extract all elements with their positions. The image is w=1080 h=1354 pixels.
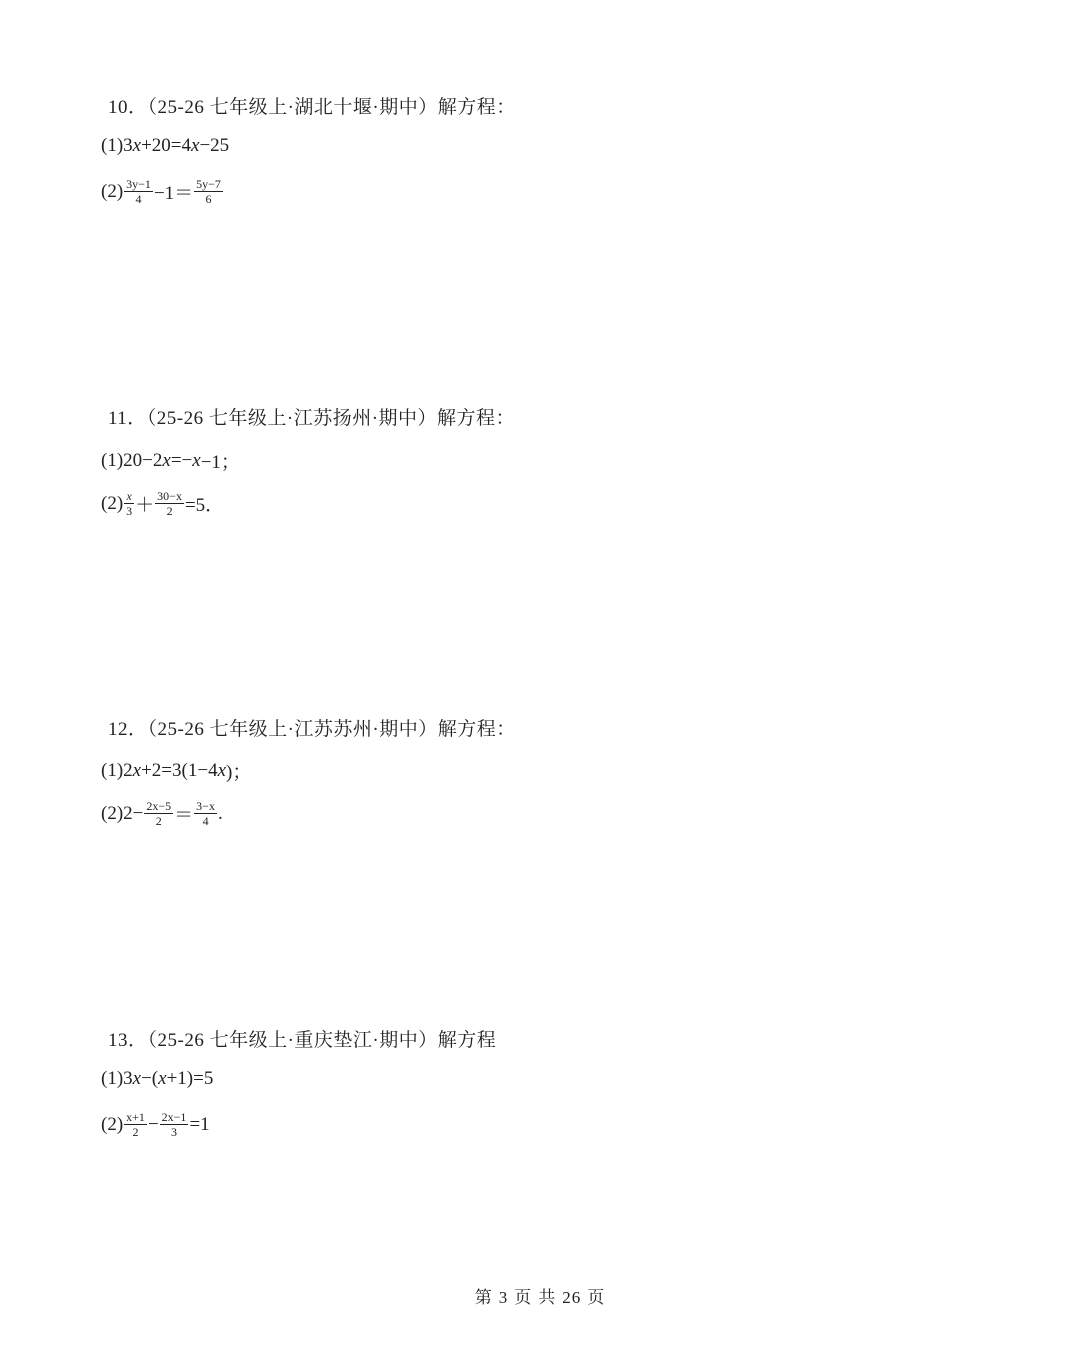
page-footer: 第 3 页 共 26 页	[474, 1288, 606, 1307]
fraction: $\frac{2x-1}{3}$	[161, 1110, 187, 1139]
equation-part-1: (1)3 x −( x +1)=5	[101, 1068, 214, 1089]
problem-title: 12．（25-26 七年级上·江苏苏州·期中）解方程：	[108, 719, 516, 740]
fraction: $\frac{3-x}{4}$	[196, 799, 215, 828]
fraction: $\frac{x}{3}$	[126, 489, 133, 518]
page-number: 3	[498, 1288, 509, 1307]
problem-title: 13．（25-26 七年级上·重庆垫江·期中）解方程	[108, 1030, 497, 1051]
equation-part-2: (2) $\frac{x+1}{2}$ − $\frac{2x-1}{3}$ =1	[101, 1110, 210, 1139]
equation-part-2: (2) $\frac{3y-1}{4}$ −1＝ $\frac{5y-7}{6}$	[101, 177, 221, 206]
fraction: $\frac{3y-1}{4}$	[126, 177, 151, 206]
problem-title: 10．（25-26 七年级上·湖北十堰·期中）解方程：	[108, 97, 516, 118]
fraction: $\frac{2x-5}{2}$	[146, 799, 172, 828]
fraction: $\frac{5y-7}{6}$	[196, 177, 221, 206]
equation-part-2: (2) $\frac{x}{3}$ ＋ $\frac{30-x}{2}$ =5．	[101, 489, 225, 518]
total-pages: 26	[562, 1288, 582, 1307]
equation-part-1: (1)3 x +20=4 x −25	[101, 135, 230, 156]
equation-part-2: (2)2− $\frac{2x-5}{2}$ ＝ $\frac{3-x}{4}$ .	[101, 799, 223, 828]
problem-title: 11．（25-26 七年级上·江苏扬州·期中）解方程：	[108, 408, 516, 429]
fraction: $\frac{30-x}{2}$	[157, 489, 182, 518]
equation-part-1: (1)2 x +2=3(1−4 x )；	[101, 759, 252, 783]
equation-part-1: (1)20−2 x =− x −1；	[101, 449, 240, 473]
fraction: $\frac{x+1}{2}$	[126, 1110, 145, 1139]
